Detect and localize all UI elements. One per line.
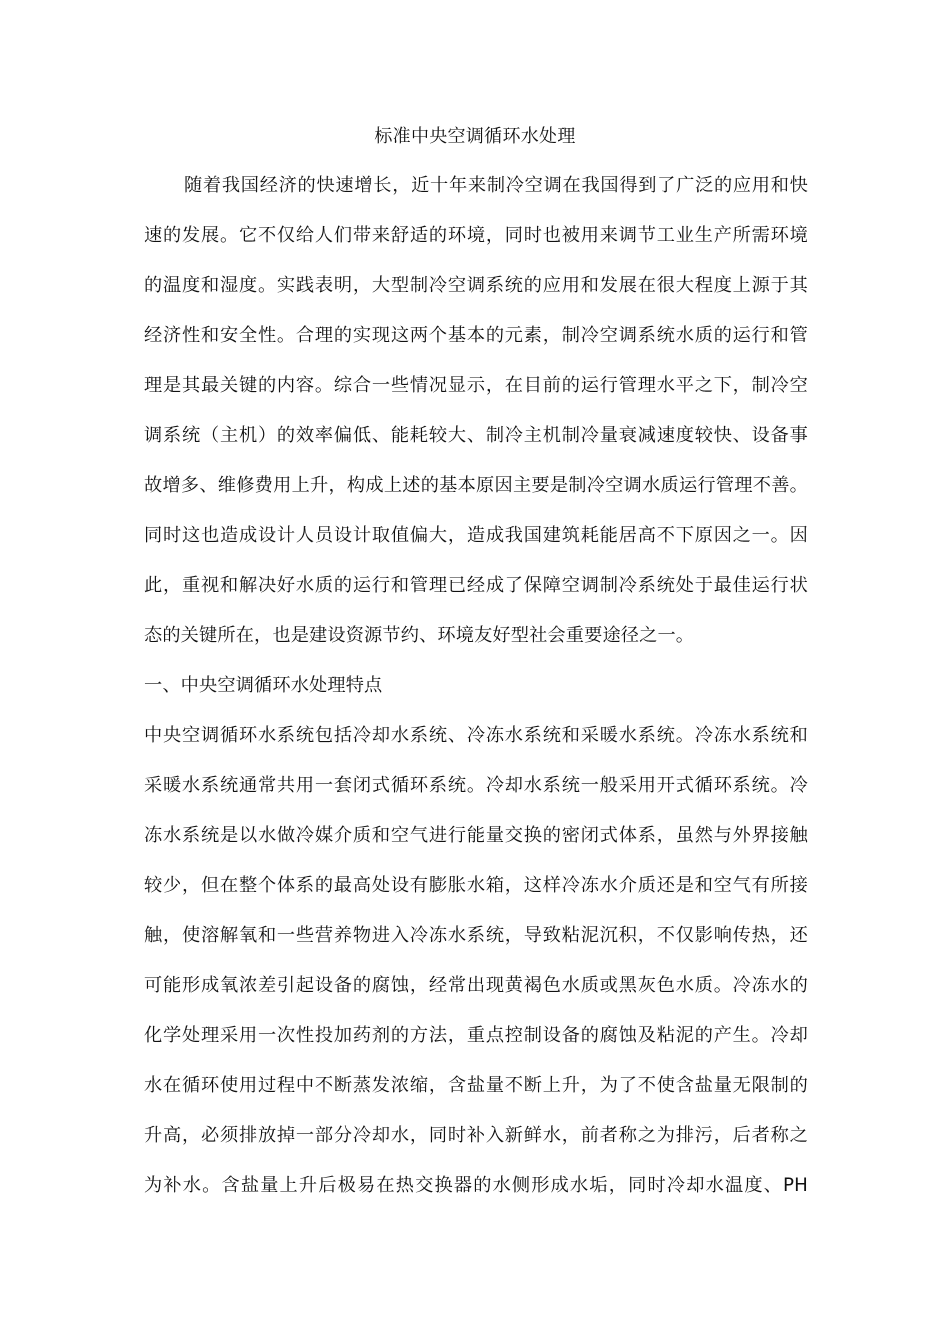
paragraph-1-line-9: 此，重视和解决好水质的运行和管理已经成了保障空调制冷系统处于最佳运行状 — [144, 575, 808, 596]
paragraph-2-line-3: 冻水系统是以水做冷媒介质和空气进行能量交换的密闭式体系，虽然与外界接触 — [144, 825, 808, 846]
paragraph-2-line-6: 可能形成氧浓差引起设备的腐蚀，经常出现黄褐色水质或黑灰色水质。冷冻水的 — [144, 975, 808, 996]
paragraph-2-line-7: 化学处理采用一次性投加药剂的方法，重点控制设备的腐蚀及粘泥的产生。冷却 — [144, 1025, 808, 1046]
paragraph-1-line-3: 的温度和湿度。实践表明，大型制冷空调系统的应用和发展在很大程度上源于其 — [144, 275, 808, 296]
section-1-heading: 一、中央空调循环水处理特点 — [144, 675, 383, 696]
paragraph-2-line-4: 较少，但在整个体系的最高处设有膨胀水箱，这样冷冻水介质还是和空气有所接 — [144, 875, 808, 896]
document-title: 标准中央空调循环水处理 — [374, 126, 576, 147]
paragraph-1-line-7: 故增多、维修费用上升，构成上述的基本原因主要是制冷空调水质运行管理不善。 — [144, 475, 808, 496]
paragraph-1-line-8: 同时这也造成设计人员设计取值偏大，造成我国建筑耗能居高不下原因之一。因 — [144, 525, 808, 546]
paragraph-2-line-10: 为补水。含盐量上升后极易在热交换器的水侧形成水垢，同时冷却水温度、PH — [144, 1175, 808, 1196]
paragraph-1-line-1: 随着我国经济的快速增长，近十年来制冷空调在我国得到了广泛的应用和快 — [184, 175, 808, 196]
paragraph-1-line-2: 速的发展。它不仅给人们带来舒适的环境，同时也被用来调节工业生产所需环境 — [144, 225, 808, 246]
paragraph-2-line-8: 水在循环使用过程中不断蒸发浓缩，含盐量不断上升，为了不使含盐量无限制的 — [144, 1075, 808, 1096]
paragraph-1-line-10: 态的关键所在，也是建设资源节约、环境友好型社会重要途径之一。 — [144, 625, 695, 646]
paragraph-1-line-4: 经济性和安全性。合理的实现这两个基本的元素，制冷空调系统水质的运行和管 — [144, 325, 808, 346]
paragraph-1-line-5: 理是其最关键的内容。综合一些情况显示，在目前的运行管理水平之下，制冷空 — [144, 375, 808, 396]
paragraph-2-line-1: 中央空调循环水系统包括冷却水系统、冷冻水系统和采暖水系统。冷冻水系统和 — [144, 725, 808, 746]
paragraph-2-line-9: 升高，必须排放掉一部分冷却水，同时补入新鲜水，前者称之为排污，后者称之 — [144, 1125, 808, 1146]
paragraph-1-line-6: 调系统（主机）的效率偏低、能耗较大、制冷主机制冷量衰减速度较快、设备事 — [144, 425, 808, 446]
paragraph-2-line-2: 采暖水系统通常共用一套闭式循环系统。冷却水系统一般采用开式循环系统。冷 — [144, 775, 808, 796]
paragraph-2-line-5: 触，使溶解氧和一些营养物进入冷冻水系统，导致粘泥沉积，不仅影响传热，还 — [144, 925, 808, 946]
